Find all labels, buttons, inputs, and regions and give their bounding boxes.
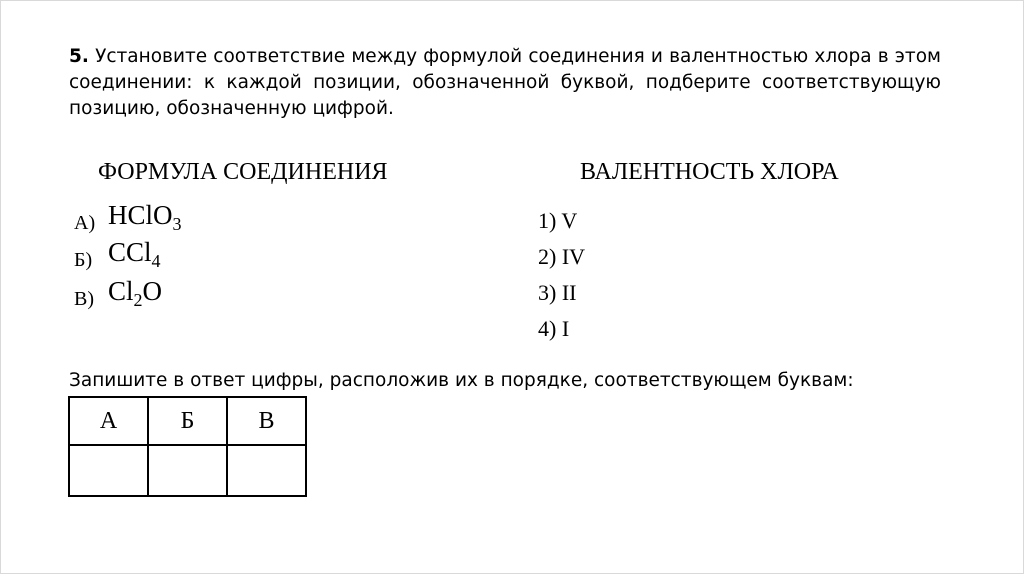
answer-prompt: Запишите в ответ цифры, расположив их в порядке, соответствующем буквам: xyxy=(69,370,854,391)
answer-header-cell: Б xyxy=(148,397,227,445)
formula-letter: Б) xyxy=(74,249,93,271)
formula-letter: А) xyxy=(74,212,96,234)
valence-item: 3) II xyxy=(538,280,577,305)
task-statement xyxy=(69,44,941,122)
task-number: 5. xyxy=(69,46,89,67)
answer-cell-b[interactable] xyxy=(148,445,227,496)
valence-item: 1) V xyxy=(538,208,578,233)
answer-input-row xyxy=(69,445,306,496)
valence-item: 4) I xyxy=(538,316,570,341)
answer-table xyxy=(68,396,307,497)
answer-header-cell: В xyxy=(227,397,306,445)
formula-text: CCl$_4$ xyxy=(108,237,161,271)
answer-cell-v[interactable] xyxy=(227,445,306,496)
formula-letter: В) xyxy=(74,288,94,310)
valence-list xyxy=(538,203,585,347)
valence-item: 2) IV xyxy=(538,244,586,269)
answer-header-cell: А xyxy=(69,397,148,445)
formula-text: HClO$_3$ xyxy=(108,200,182,234)
answer-cell-a[interactable] xyxy=(69,445,148,496)
answer-header-row xyxy=(69,397,306,445)
task-text: Установите соответствие между формулой соединения и валентностью хлора в этом соединении: к каждой позиции, обозначенной буквой, подберите соответствующую позицию, обозначенную цифрой. xyxy=(69,46,941,119)
formula-column-heading: ФОРМУЛА СОЕДИНЕНИЯ xyxy=(98,159,388,185)
valence-column-heading: ВАЛЕНТНОСТЬ ХЛОРА xyxy=(580,159,839,185)
formula-text: $Cl_2O$ xyxy=(108,276,163,310)
